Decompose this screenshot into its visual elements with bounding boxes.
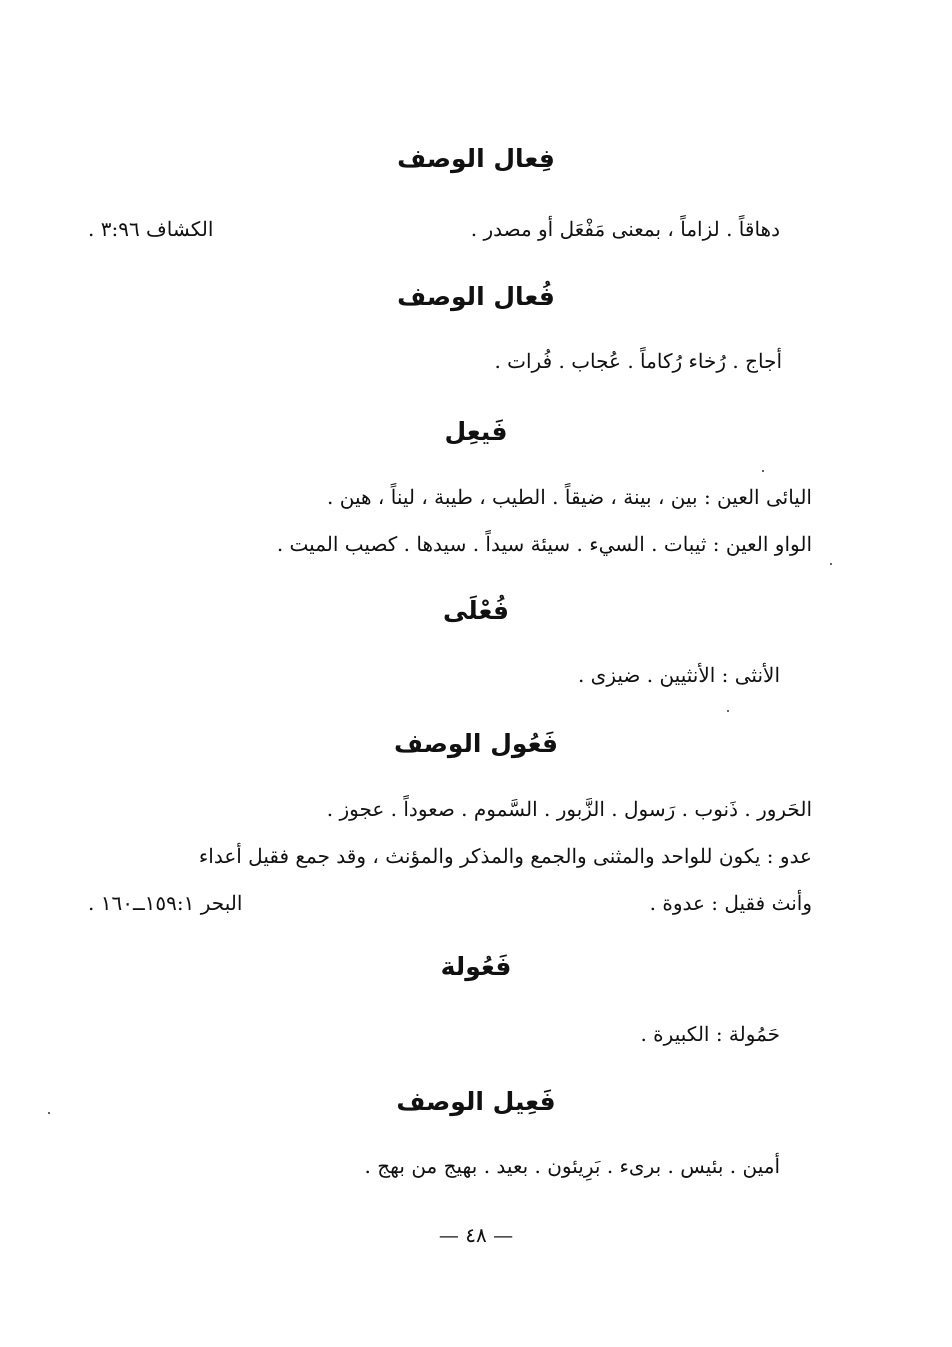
scan-speck — [727, 710, 729, 712]
section-heading-faoola: فَعُولة — [440, 952, 512, 981]
section-heading-fayil: فَيعِل — [444, 417, 508, 446]
section-heading-fiaal: فِعال الوصف — [397, 144, 555, 173]
scan-speck — [830, 563, 832, 565]
scan-speck — [48, 1112, 50, 1114]
section-text-line: الأنثى : الأنثيين . ضيزى . — [577, 663, 780, 687]
section-text-line: الحَرور . ذَنوب . رَسول . الزَّبور . السَّموم . صعوداً . عجوز . — [326, 797, 812, 821]
section-text-line: اليائى العين : بين ، بينة ، ضيقاً . الطيب ، طيبة ، ليناً ، هين . — [327, 485, 812, 509]
section-text-line: عدو : يكون للواحد والمثنى والجمع والمذكر والمؤنث ، وقد جمع فقيل أعداء — [198, 844, 812, 868]
section-text-line: حَمُولة : الكبيرة . — [640, 1022, 780, 1046]
section-heading-faeel: فَعِيل الوصف — [396, 1087, 556, 1116]
section-text-line: دهاقاً . لزاماً ، بمعنى مَفْعَل أو مصدر . — [470, 217, 780, 241]
section-heading-faool: فَعُول الوصف — [393, 729, 559, 758]
section-text-line: أجاج . رُخاء رُكاماً . عُجاب . فُرات . — [494, 349, 782, 373]
section-text-line: الواو العين : ثيبات . السيء . سيئة سيداً . سيدها . كصيب الميت . — [276, 532, 812, 556]
section-text-line: وأنث فقيل : عدوة . — [649, 891, 812, 915]
section-text-line: أمين . بئيس . برىء . بَرِيئون . بعيد . بهيج من بهج . — [364, 1154, 780, 1178]
source-reference: الكشاف ٣:٩٦ . — [88, 217, 214, 241]
scan-speck — [762, 470, 764, 472]
section-heading-fuaal: فُعال الوصف — [397, 282, 555, 311]
page-number: — ٤٨ — — [438, 1223, 514, 1247]
section-heading-fula: فُعْلَى — [443, 596, 509, 625]
source-reference: البحر ١٥٩:١ــ١٦٠ . — [88, 891, 243, 915]
